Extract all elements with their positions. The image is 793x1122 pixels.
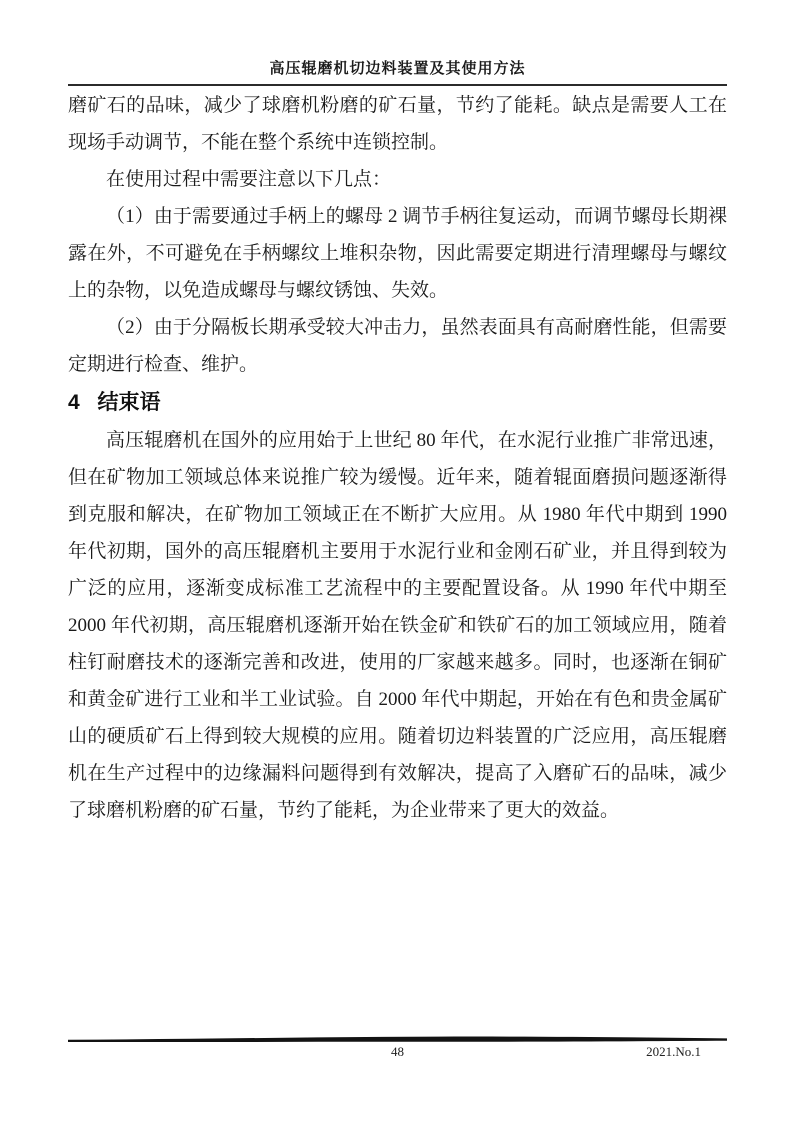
header-rule bbox=[68, 84, 727, 86]
section-number: 4 bbox=[68, 391, 80, 414]
issue-label: 2021.No.1 bbox=[646, 1044, 701, 1059]
paragraph-conclusion: 高压辊磨机在国外的应用始于上世纪 80 年代，在水泥行业推广非常迅速，但在矿物加工领域总体来说推广较为缓慢。近年来，随着辊面磨损问题逐渐得到克服和解决，在矿物加工领域正在不断扩大应用。从 1980 年代中期到 1990 年代初期，国外的高压辊磨机主要用于水泥行业和金刚石矿业，并且得到较为广泛的应用，逐渐变成标准工艺流程中的主要配置设备。从 1990 年代中期至 2000 年代初期，高压辊磨机逐渐开始在铁金矿和铁矿石的加工领域应用，随着柱钉耐磨技术的逐渐完善和改进，使用的厂家越来越多。同时，也逐渐在铜矿和黄金矿进行工业和半工业试验。自 2000 年代中期起，开始在有色和贵金属矿山的硬质矿石上得到较大规模的应用。随着切边料装置的广泛应用，高压辊磨机在生产过程中的边缘漏料问题得到有效解决，提高了入磨矿石的品味，减少了球磨机粉磨的矿石量，节约了能耗，为企业带来了更大的效益。 bbox=[68, 430, 727, 821]
paragraph-note-2: （2）由于分隔板长期承受较大冲击力，虽然表面具有高耐磨性能，但需要定期进行检查、维护。 bbox=[68, 317, 727, 375]
section-title: 结束语 bbox=[97, 391, 161, 414]
paragraph-note-1: （1）由于需要通过手柄上的螺母 2 调节手柄往复运动，而调节螺母长期裸露在外，不可避免在手柄螺纹上堆积杂物，因此需要定期进行清理螺母与螺纹上的杂物，以免造成螺母与螺纹锈蚀、失效。 bbox=[68, 206, 727, 301]
footer-rule bbox=[68, 1035, 727, 1044]
page-footer bbox=[68, 1044, 727, 1062]
paragraph-continuation: 磨矿石的品味，减少了球磨机粉磨的矿石量，节约了能耗。缺点是需要人工在现场手动调节，不能在整个系统中连锁控制。 bbox=[68, 95, 727, 153]
section-heading bbox=[68, 388, 727, 418]
page-number: 48 bbox=[391, 1044, 404, 1059]
running-title: 高压辊磨机切边料装置及其使用方法 bbox=[269, 61, 526, 77]
article-body bbox=[68, 87, 727, 829]
paragraph-notes-intro: 在使用过程中需要注意以下几点： bbox=[106, 169, 392, 190]
